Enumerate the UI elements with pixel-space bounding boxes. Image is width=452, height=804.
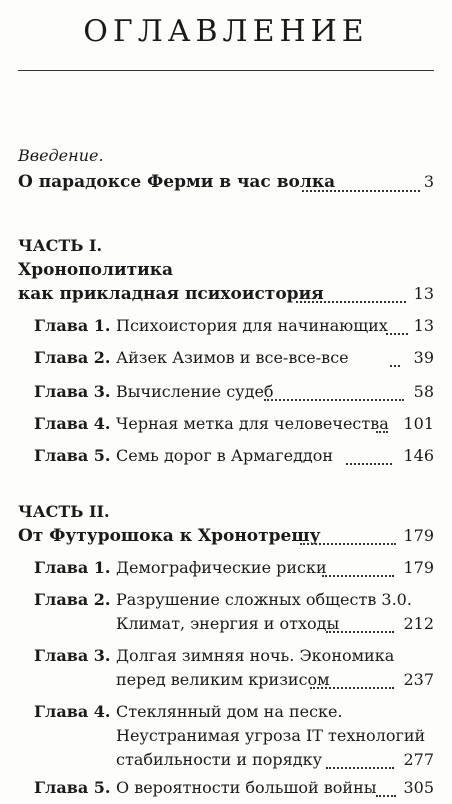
part-2-chapter-3-title-line-1: Долгая зимняя ночь. Экономика: [116, 646, 395, 665]
part-1-chapter-5-title: Семь дорог в Армагеддон: [116, 446, 334, 465]
part-1-chapter-5-page: 146: [403, 446, 434, 465]
part-2-page: 179: [403, 526, 434, 545]
part-2-chapter-4-title-line-2: Неустранимая угроза IT технологий: [116, 726, 426, 745]
part-2-chapter-2-title-line-1: Разрушение сложных обществ 3.0.: [116, 590, 412, 609]
part-2-chapter-3-page: 237: [403, 670, 434, 689]
part-2-chapter-2-leader: [326, 631, 394, 633]
part-2-chapter-1-title: Демографические риски: [116, 558, 327, 577]
part-2-chapter-5-page: 305: [403, 778, 434, 797]
intro-title: О парадоксе Ферми в час волка: [18, 172, 336, 192]
part-2-chapter-2-title-line-2: Климат, энергия и отходы: [116, 614, 340, 633]
part-1-chapter-2-title: Айзек Азимов и все-все-все: [116, 348, 349, 367]
part-2-chapter-3-title-line-2: перед великим кризисом: [116, 670, 330, 689]
part-1-chapter-1-title: Психоистория для начинающих: [116, 316, 388, 335]
part-2-label: ЧАСТЬ II.: [18, 502, 110, 521]
part-1-label: ЧАСТЬ I.: [18, 236, 103, 255]
part-1-chapter-2-leader: [390, 365, 400, 367]
intro-label: Введение.: [18, 146, 104, 165]
part-2-chapter-4-leader: [326, 767, 394, 769]
part-1-chapter-4-page: 101: [403, 414, 434, 433]
part-1-chapter-1-page: 13: [413, 316, 434, 335]
part-2-chapter-3-label: Глава 3.: [34, 646, 111, 665]
intro-page: 3: [423, 172, 434, 191]
part-1-page: 13: [413, 284, 434, 303]
part-1-chapter-4-title: Черная метка для человечества: [116, 414, 389, 433]
part-2-chapter-5-title: О вероятности большой войны: [116, 778, 377, 797]
part-2-title: От Футурошока к Хронотрешу: [18, 526, 321, 546]
heading-rule: [18, 70, 434, 71]
part-2-chapter-2-label: Глава 2.: [34, 590, 111, 609]
part-1-chapter-4-leader: [376, 431, 388, 433]
part-1-chapter-5-leader: [346, 463, 392, 465]
part-1-chapter-2-label: Глава 2.: [34, 348, 111, 367]
intro-leader: [302, 190, 420, 192]
part-1-title-line-2: как прикладная психоистория: [18, 284, 324, 304]
part-1-leader: [296, 301, 406, 303]
part-2-chapter-1-label: Глава 1.: [34, 558, 111, 577]
part-1-chapter-3-leader: [264, 399, 404, 401]
part-2-chapter-3-leader: [310, 687, 394, 689]
part-1-chapter-1-leader: [386, 333, 408, 335]
part-1-chapter-3-label: Глава 3.: [34, 382, 111, 401]
part-2-chapter-4-title-line-1: Стеклянный дом на песке.: [116, 702, 343, 721]
part-2-chapter-5-label: Глава 5.: [34, 778, 111, 797]
part-1-chapter-2-page: 39: [413, 348, 434, 367]
part-1-chapter-3-page: 58: [413, 382, 434, 401]
part-1-title-line-1: Хронополитика: [18, 260, 174, 280]
part-2-chapter-2-page: 212: [403, 614, 434, 633]
part-1-chapter-5-label: Глава 5.: [34, 446, 111, 465]
part-2-chapter-4-title-line-3: стабильности и порядку: [116, 750, 323, 769]
part-2-leader: [300, 543, 396, 545]
part-2-chapter-1-page: 179: [403, 558, 434, 577]
part-1-chapter-3-title: Вычисление судеб: [116, 382, 274, 401]
toc-heading: ОГЛАВЛЕНИЕ: [83, 14, 369, 49]
part-1-chapter-1-label: Глава 1.: [34, 316, 111, 335]
part-2-chapter-4-page: 277: [403, 750, 434, 769]
part-2-chapter-4-label: Глава 4.: [34, 702, 111, 721]
part-2-chapter-5-leader: [376, 795, 396, 797]
part-1-chapter-4-label: Глава 4.: [34, 414, 111, 433]
part-2-chapter-1-leader: [322, 575, 394, 577]
